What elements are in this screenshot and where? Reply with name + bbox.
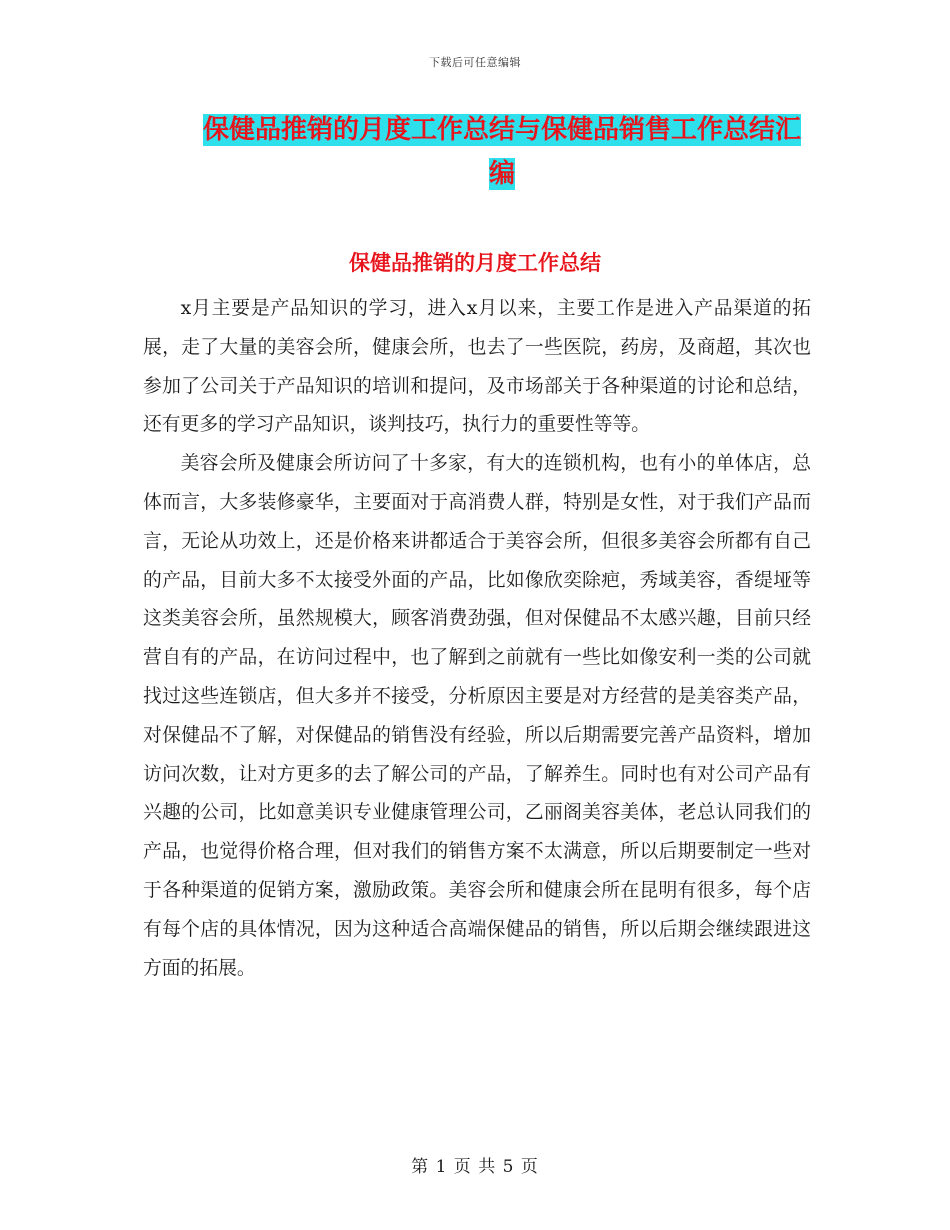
header-note: 下载后可任意编辑 [429, 56, 521, 69]
main-title-highlight: 保健品推销的月度工作总结与保健品销售工作总结汇编 [202, 115, 801, 189]
document-main-title [196, 108, 808, 196]
section-title: 保健品推销的月度工作总结 [349, 250, 601, 275]
paragraph: x月主要是产品知识的学习，进入x月以来，主要工作是进入产品渠道的拓展，走了大量的美容会所，健康会所，也去了一些医院，药房，及商超，其次也参加了公司关于产品知识的培训和提问，及市场部关于各种渠道的讨论和总结，还有更多的学习产品知识，谈判技巧，执行力的重要性等等。 [143, 298, 811, 436]
document-body [143, 290, 811, 988]
page-number: 第 1 页 共 5 页 [411, 1157, 539, 1177]
paragraph: 美容会所及健康会所访问了十多家，有大的连锁机构，也有小的单体店，总体而言，大多装修豪华，主要面对于高消费人群，特别是女性，对于我们产品而言，无论从功效上，还是价格来讲都适合于美容会所，但很多美容会所都有自己的产品，目前大多不太接受外面的产品，比如像欣奕除疤，秀域美容，香缇垭等这类美容会所，虽然规模大，顾客消费劲强，但对保健品不太感兴趣，目前只经营自有的产品，在访问过程中，也了解到之前就有一些比如像安利一类的公司就找过这些连锁店，但大多并不接受，分析原因主要是对方经营的是美容类产品，对保健品不了解，对保健品的销售没有经验，所以后期需要完善产品资料，增加访问次数，让对方更多的去了解公司的产品，了解养生。同时也有对公司产品有兴趣的公司，比如意美识专业健康管理公司，乙丽阁美容美体，老总认同我们的产品，也觉得价格合理，但对我们的销售方案不太满意，所以后期要制定一些对于各种渠道的促销方案，激励政策。美容会所和健康会所在昆明有很多，每个店有每个店的具体情况，因为这种适合高端保健品的销售，所以后期会继续跟进这方面的拓展。 [143, 453, 811, 979]
